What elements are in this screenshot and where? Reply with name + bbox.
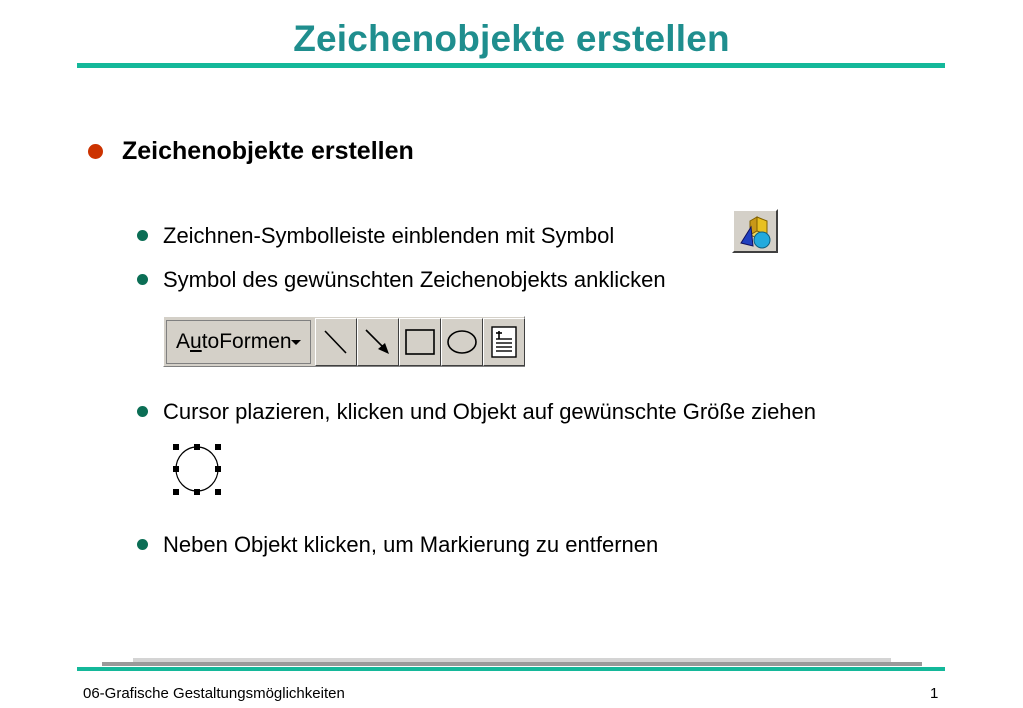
- slide-title: Zeichenobjekte erstellen: [293, 18, 730, 59]
- sub-bullet-text: Neben Objekt klicken, um Markierung zu entfernen: [163, 532, 659, 557]
- line-tool-button[interactable]: [315, 318, 357, 366]
- ellipse-tool-button[interactable]: [441, 318, 483, 366]
- autoshapes-label-prefix: A: [176, 330, 191, 353]
- footer-divider: [77, 667, 945, 671]
- sub-bullet-text: Zeichnen-Symbolleiste einblenden mit Symbol: [163, 223, 615, 248]
- sub-bullet-marker: [137, 539, 148, 550]
- sub-bullet-marker: [137, 406, 148, 417]
- rectangle-tool-button[interactable]: [399, 318, 441, 366]
- page-number: 1: [930, 685, 939, 702]
- autoshapes-dropdown-button[interactable]: [166, 320, 311, 364]
- rectangle-icon: [400, 319, 440, 365]
- arrow-icon: [358, 319, 398, 365]
- footer-divider-dark: [102, 662, 922, 666]
- title-divider: [77, 63, 945, 68]
- line-icon: [316, 319, 356, 365]
- autoshapes-label-accesskey: u: [190, 330, 202, 353]
- sub-bullet-text: Cursor plazieren, klicken und Objekt auf gewünschte Größe ziehen: [163, 399, 817, 424]
- main-bullet-text: Zeichenobjekte erstellen: [122, 137, 414, 165]
- footer-course-title: 06-Grafische Gestaltungsmöglichkeiten: [83, 685, 345, 702]
- main-bullet-marker: [88, 144, 103, 159]
- textbox-icon: [484, 319, 524, 365]
- selected-ellipse-icon: [168, 441, 226, 499]
- chevron-down-icon: [291, 340, 301, 345]
- sub-bullet-text: Symbol des gewünschten Zeichenobjekts anklicken: [163, 267, 666, 292]
- sub-bullet-marker: [137, 274, 148, 285]
- autoshapes-label-rest: toFormen: [201, 330, 292, 353]
- ellipse-icon: [442, 319, 482, 365]
- drawing-toolbar: [163, 316, 525, 367]
- arrow-tool-button[interactable]: [357, 318, 399, 366]
- textbox-tool-button[interactable]: [483, 318, 525, 366]
- drawing-toolbar-icon: [737, 213, 775, 251]
- drawing-toolbar-button[interactable]: [732, 209, 778, 253]
- sub-bullet-marker: [137, 230, 148, 241]
